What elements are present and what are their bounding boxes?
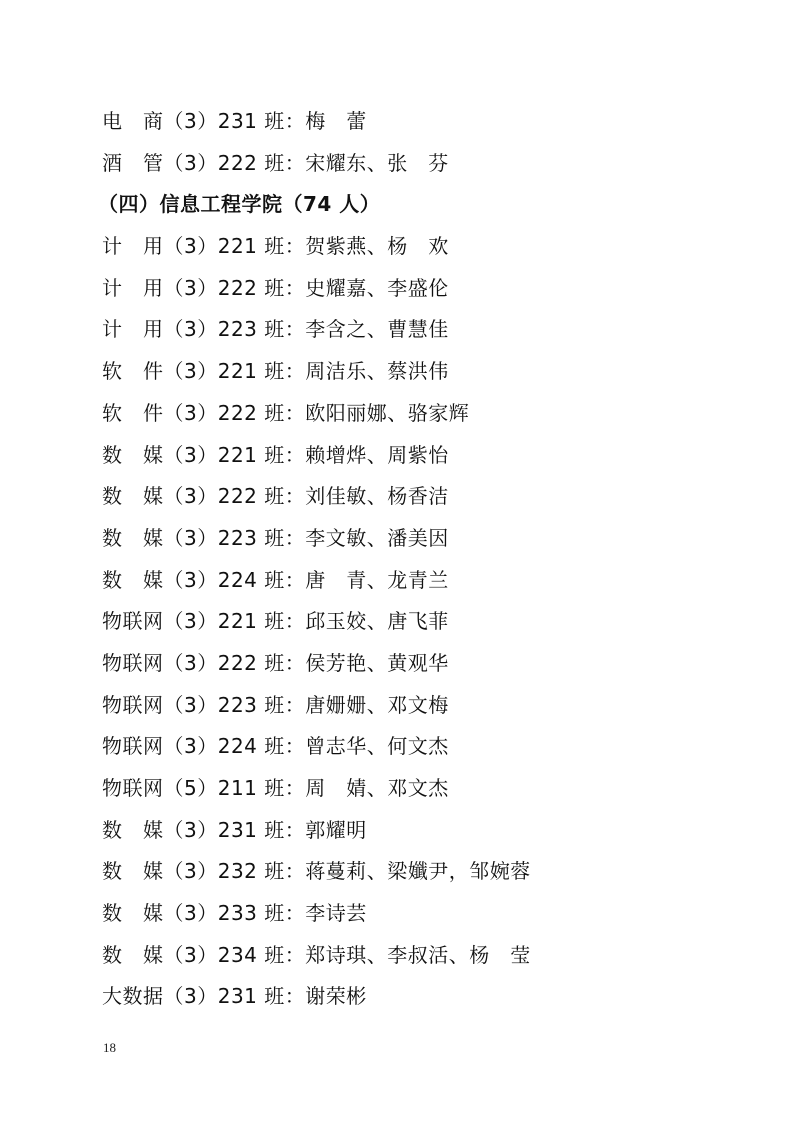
class-entry: 物联网（3）224 班：曾志华、何文杰 [102, 734, 449, 759]
class-entry: 软 件（3）222 班：欧阳丽娜、骆家辉 [102, 400, 470, 425]
class-entry: 物联网（3）222 班：侯芳艳、黄观华 [102, 650, 449, 675]
class-entry: 物联网（5）211 班：周 婧、邓文杰 [102, 776, 449, 800]
class-entry: 数 媒（3）234 班：郑诗琪、李叔活、杨 莹 [102, 942, 531, 967]
class-entry: 大数据（3）231 班：谢荣彬 [102, 984, 367, 1009]
class-entry: 数 媒（3）222 班：刘佳敏、杨香洁 [102, 484, 449, 509]
class-entry: 数 媒（3）232 班：蒋蔓莉、梁孅尹，邹婉蓉 [102, 859, 531, 884]
class-entry: 数 媒（3）224 班：唐 青、龙青兰 [102, 567, 449, 592]
page-number: 18 [103, 1040, 116, 1055]
class-entry: 数 媒（3）223 班：李文敏、潘美因 [102, 525, 449, 550]
class-entry: 酒 管（3）222 班：宋耀东、张 芬 [102, 150, 449, 175]
class-entry: 数 媒（3）233 班：李诗芸 [102, 901, 367, 926]
section-heading: （四）信息工程学院（74 人） [98, 192, 381, 217]
class-entry: 物联网（3）223 班：唐姗姗、邓文梅 [102, 692, 449, 717]
class-entry: 计 用（3）223 班：李含之、曹慧佳 [102, 317, 449, 342]
class-entry: 电 商（3）231 班：梅 蕾 [102, 109, 367, 133]
class-entry: 数 媒（3）231 班：郭耀明 [102, 817, 367, 842]
class-entry: 软 件（3）221 班：周洁乐、蔡洪伟 [102, 359, 449, 384]
class-entry: 数 媒（3）221 班：赖增烨、周紫怡 [102, 442, 449, 467]
class-entry: 物联网（3）221 班：邱玉姣、唐飞菲 [102, 609, 449, 634]
class-entry: 计 用（3）222 班：史耀嘉、李盛伦 [102, 275, 449, 300]
document-body [98, 101, 742, 1018]
class-entry: 计 用（3）221 班：贺紫燕、杨 欢 [102, 234, 449, 259]
